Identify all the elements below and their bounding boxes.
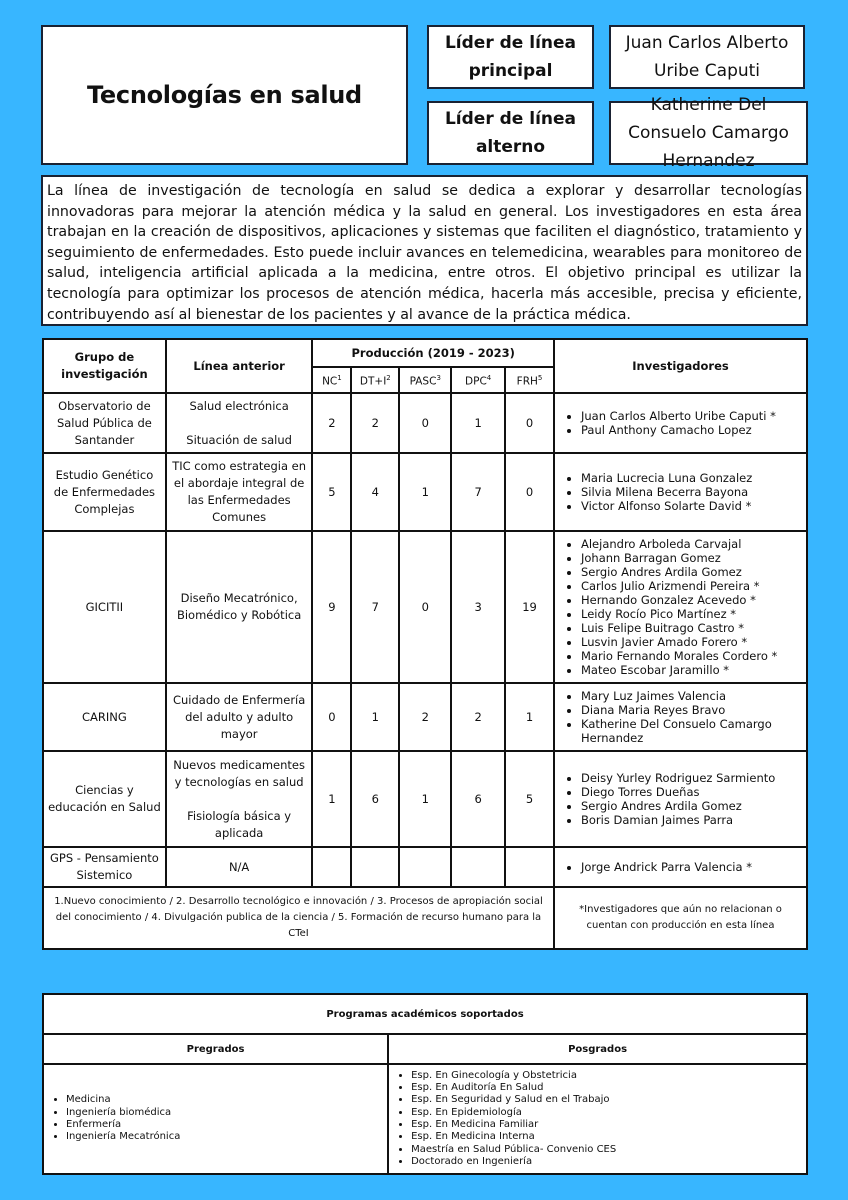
production-value: 2 [351,393,399,453]
researcher-item: • Maria Lucrecia Luna Gonzalez [581,471,802,485]
undergrad-item: • Ingeniería biomédica [66,1107,383,1119]
researcher-item: • Johann Barragan Gomez [581,551,802,565]
postgrad-item: • Esp. En Medicina Familiar [411,1119,802,1131]
postgrad-item: • Esp. En Medicina Interna [411,1131,802,1143]
header-col-dti: $DT+I^2$ [351,367,399,393]
undergrad-list [48,1094,383,1143]
page-title: Tecnologías en salud [87,81,362,109]
researchers-cell [554,453,807,531]
leader-alt-name: Katherine Del Consuelo Camargo Hernandez [609,101,808,165]
production-value: 3 [451,531,505,683]
researcher-item: • Mary Luz Jaimes Valencia [581,689,802,703]
leader-main-name: Juan Carlos Alberto Uribe Caputi [609,25,805,89]
production-value: 19 [505,531,554,683]
researcher-item: • Diego Torres Dueñas [581,785,802,799]
header-researchers: Investigadores [554,339,807,393]
group-name: GPS - Pensamiento Sistemico [43,847,166,887]
line-description: La línea de investigación de tecnología en salud se dedica a explorar y desarrollar tecnologías innovadoras para mejorar la atención médica y la salud en general. Los investigadores en esta área trabajan en la creación de dispositivos, aplicaciones y sistemas que faciliten el diagnóstico, tratamiento y seguimiento de enfermedades. Esto puede incluir avances en telemedicina, wearables para monitoreo de salud, inteligencia artificial aplicada a la medicina, entre otros. El objetivo principal es utilizar la tecnología para optimizar los procesos de atención médica, hacerla más accesible, precisa y eficiente, contribuyendo así al bienestar de los pacientes y al avance de la práctica médica. [41,175,808,326]
group-name: Estudio Genético de Enfermedades Complejas [43,453,166,531]
production-value: 6 [351,751,399,847]
production-value: 0 [399,531,451,683]
researcher-item: • Diana Maria Reyes Bravo [581,703,802,717]
production-value: 2 [312,393,351,453]
researcher-item: • Lusvin Javier Amado Forero * [581,635,802,649]
production-value: 0 [399,393,451,453]
production-value: 1 [312,751,351,847]
production-value: 2 [399,683,451,751]
group-name: Observatorio de Salud Pública de Santander [43,393,166,453]
table-row [43,751,807,847]
line-name: Diseño Mecatrónico, Biomédico y Robótica [176,591,302,622]
undergrad-item: • Enfermería [66,1119,383,1131]
production-value: 6 [451,751,505,847]
previous-line [166,683,313,751]
production-value: 5 [505,751,554,847]
production-value: 0 [505,393,554,453]
production-value [312,847,351,887]
footnote-production-types: 1.Nuevo conocimiento / 2. Desarrollo tecnológico e innovación / 3. Procesos de apropiación social del conocimiento / 4. Divulgación publica de la ciencia / 5. Formación de recurso humano para la CTeI [43,887,554,949]
line-name: Cuidado de Enfermería del adulto y adulto mayor [172,692,306,741]
line-name: TIC como estrategia en el abordaje integral de las Enfermedades Comunes [172,459,307,524]
title-box [41,25,408,165]
researcher-item: • Silvia Milena Becerra Bayona [581,485,802,499]
header-group: Grupo de investigación [43,339,166,393]
researcher-item: • Sergio Andres Ardila Gomez [581,565,802,579]
production-value: 4 [351,453,399,531]
production-value: 1 [399,751,451,847]
researcher-item: • Carlos Julio Arizmendi Pereira * [581,579,802,593]
header-col-nc: $NC^1$ [312,367,351,393]
researcher-item: • Sergio Andres Ardila Gomez [581,799,802,813]
postgrad-item: • Doctorado en Ingeniería [411,1156,802,1168]
table-row [43,847,807,887]
programs-title: Programas académicos soportados [43,994,807,1034]
researcher-item: • Victor Alfonso Solarte David * [581,499,802,513]
group-name: CARING [43,683,166,751]
table-row [43,683,807,751]
production-value: 1 [399,453,451,531]
researcher-item: • Luis Felipe Buitrago Castro * [581,621,802,635]
postgrad-list [393,1070,802,1168]
line-name: Salud electrónica [189,398,289,413]
researcher-item: • Deisy Yurley Rodriguez Sarmiento [581,771,802,785]
line-name: N/A [228,859,250,874]
production-value [505,847,554,887]
postgrad-item: • Esp. En Ginecología y Obstetricia [411,1070,802,1082]
postgrad-item: • Esp. En Epidemiología [411,1107,802,1119]
production-value: 2 [451,683,505,751]
researcher-item: • Mario Fernando Morales Cordero * [581,649,802,663]
researcher-item: • Paul Anthony Camacho Lopez [581,423,802,437]
undergrad-header: Pregrados [43,1034,388,1064]
leader-alt-label: Líder de línea alterno [427,101,594,165]
researchers-cell [554,847,807,887]
header-line: Línea anterior [166,339,313,393]
header-col-dpc: DPC$^4$ [451,367,505,393]
production-value: 0 [505,453,554,531]
production-value: 1 [451,393,505,453]
researchers-cell [554,683,807,751]
researcher-item: • Hernando Gonzalez Acevedo * [581,593,802,607]
leader-main-label: Líder de línea principal [427,25,594,89]
researcher-item: • Boris Damian Jaimes Parra [581,813,802,827]
researcher-item: • Katherine Del Consuelo Camargo Hernandez [581,717,802,745]
postgrad-header: Posgrados [388,1034,807,1064]
researcher-item: • Leidy Rocío Pico Martínez * [581,607,802,621]
research-groups-table [42,338,808,950]
researcher-item: • Juan Carlos Alberto Uribe Caputi * [581,409,802,423]
production-value [399,847,451,887]
production-value: 9 [312,531,351,683]
production-value: 0 [312,683,351,751]
previous-line [166,453,313,531]
header-col-pasc: PASC$^3$ [399,367,451,393]
postgrad-item: • Esp. En Seguridad y Salud en el Trabajo [411,1094,802,1106]
previous-line [166,531,313,683]
researcher-item: • Mateo Escobar Jaramillo * [581,663,802,677]
production-value [451,847,505,887]
header-production: Producción (2019 - 2023) [312,339,554,367]
line-name: Situación de salud [186,432,292,447]
postgrad-item: • Maestría en Salud Pública- Convenio CES [411,1144,802,1156]
table-row [43,531,807,683]
group-name: GICITII [43,531,166,683]
production-value: 1 [351,683,399,751]
researcher-item: • Jorge Andrick Parra Valencia * [581,860,802,874]
table-row [43,453,807,531]
line-name: Fisiología básica y aplicada [187,808,292,840]
table-row [43,393,807,453]
header-col-frh: FRH$^5$ [505,367,554,393]
production-value: 1 [505,683,554,751]
researchers-cell [554,393,807,453]
group-name: Ciencias y educación en Salud [43,751,166,847]
production-value: 5 [312,453,351,531]
previous-line [166,847,313,887]
previous-line [166,751,313,847]
production-value [351,847,399,887]
researchers-cell [554,751,807,847]
programs-table [42,993,808,1175]
postgrad-item: • Esp. En Auditoría En Salud [411,1082,802,1094]
footnote-researchers: *Investigadores que aún no relacionan o cuentan con producción en esta línea [554,887,807,949]
line-name: Nuevos medicamentes y tecnologías en salud [173,757,305,789]
production-value: 7 [351,531,399,683]
researcher-item: • Alejandro Arboleda Carvajal [581,537,802,551]
undergrad-item: • Medicina [66,1094,383,1106]
undergrad-item: • Ingeniería Mecatrónica [66,1131,383,1143]
previous-line [166,393,313,453]
researchers-cell [554,531,807,683]
production-value: 7 [451,453,505,531]
